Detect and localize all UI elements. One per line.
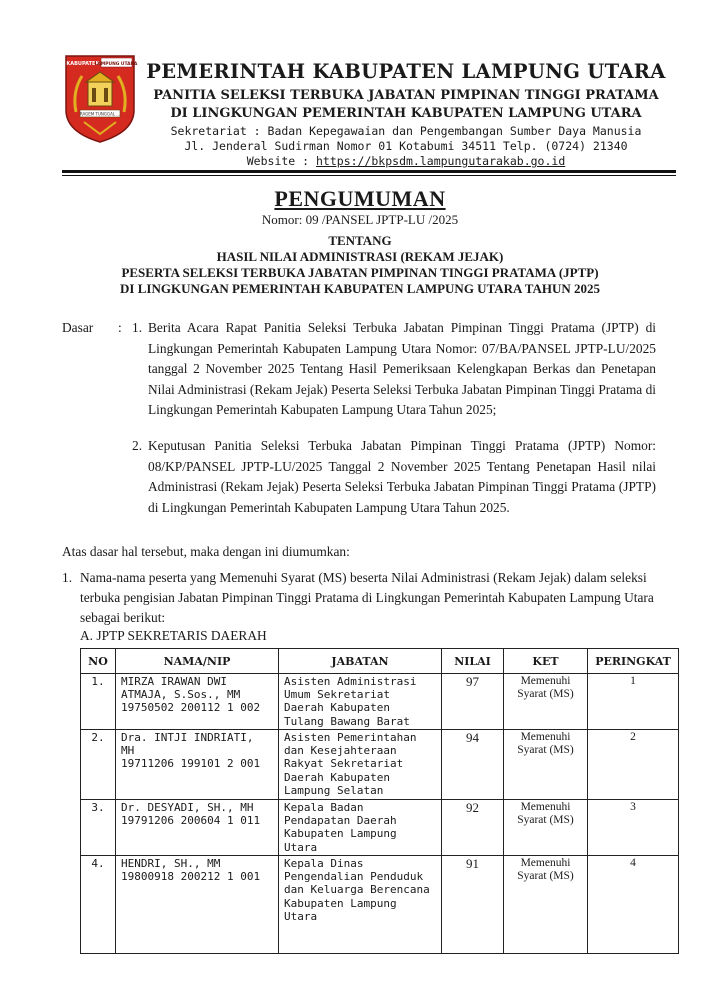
atas-dasar-text: Atas dasar hal tersebut, maka dengan ini diumumkan:	[62, 544, 350, 559]
col-header-no: NO	[81, 649, 116, 674]
cell-nama: Dr. DESYADI, SH., MH	[121, 801, 254, 814]
cell-nama-nip	[116, 856, 279, 954]
letterhead-line1: PEMERINTAH KABUPATEN LAMPUNG UTARA	[146, 60, 666, 83]
website-link[interactable]: https://bkpsdm.lampungutarakab.go.id	[316, 154, 566, 168]
letterhead-rule-thin	[62, 175, 676, 176]
table-header-row	[81, 649, 679, 674]
table-row	[81, 674, 679, 730]
col-header-nama: NAMA/NIP	[116, 649, 279, 674]
point1-number: 1.	[62, 570, 73, 585]
cell-ket: Memenuhi Syarat (MS)	[504, 800, 588, 856]
cell-ket: Memenuhi Syarat (MS)	[504, 730, 588, 800]
dasar-item-number: 2.	[132, 438, 143, 453]
cell-ket: Memenuhi Syarat (MS)	[504, 856, 588, 954]
letterhead-rule-thick	[62, 170, 676, 173]
subject-line3: DI LINGKUNGAN PEMERINTAH KABUPATEN LAMPUNG UTARA TAHUN 2025	[120, 281, 600, 296]
letterhead-address: Jl. Jenderal Sudirman Nomor 01 Kotabumi 34511 Telp. (0724) 21340	[184, 139, 628, 153]
cell-nama: Dra. INTJI INDRIATI, MH	[121, 731, 254, 758]
cell-nip: 19791206 200604 1 011	[121, 814, 261, 828]
table-row	[81, 730, 679, 800]
dasar-item-text: Keputusan Panitia Seleksi Terbuka Jabatan Pimpinan Tinggi Pratama (JPTP) Nomor: 08/KP/PANSEL JPTP-LU/2025 Tanggal 2 November 2025 Tentang Penetapan Hasil nilai Administrasi (Rekam Jejak) Peserta Seleksi Terbuka Jabatan Pimpinan Tinggi Pratama (JPTP) di Lingkungan Pemerintah Kabupaten Lampung Utara Tahun 2025.	[148, 438, 656, 515]
cell-peringkat: 1	[588, 674, 679, 730]
cell-nip: 19711206 199101 2 001	[121, 757, 261, 771]
section-a-title: A. JPTP SEKRETARIS DAERAH	[80, 628, 267, 643]
logo-text-right: LAMPUNG UTARA	[94, 62, 138, 67]
cell-peringkat: 2	[588, 730, 679, 800]
cell-jabatan: Kepala Dinas Pengendalian Penduduk dan Keluarga Berencana Kabupaten Lampung Utara	[279, 856, 442, 954]
cell-no: 2.	[81, 730, 116, 800]
cell-no: 3.	[81, 800, 116, 856]
website-label: Website :	[246, 154, 316, 168]
cell-no: 4.	[81, 856, 116, 954]
cell-nip: 19800918 200212 1 001	[121, 870, 261, 884]
cell-no: 1.	[81, 674, 116, 730]
logo-banner-text: RAGEM TUNGGAL ...	[79, 111, 121, 117]
cell-peringkat: 3	[588, 800, 679, 856]
results-table	[80, 648, 679, 954]
table-row	[81, 800, 679, 856]
letterhead-line2: PANITIA SELEKSI TERBUKA JABATAN PIMPINAN TINGGI PRATAMA	[153, 88, 659, 103]
cell-nip: 19750502 200112 1 002	[121, 701, 261, 715]
cell-nilai: 91	[442, 856, 504, 954]
cell-peringkat: 4	[588, 856, 679, 954]
announcement-number: Nomor: 09 /PANSEL JPTP-LU /2025	[261, 212, 459, 227]
col-header-peringkat: PERINGKAT	[588, 649, 679, 674]
cell-nilai: 97	[442, 674, 504, 730]
cell-nilai: 92	[442, 800, 504, 856]
cell-jabatan: Asisten Pemerintahan dan Kesejahteraan Rakyat Sekretariat Daerah Kabupaten Lampung Selatan	[279, 730, 442, 800]
dasar-colon: :	[118, 320, 122, 335]
col-header-jabatan: JABATAN	[279, 649, 442, 674]
letterhead-line3: DI LINGKUNGAN PEMERINTAH KABUPATEN LAMPUNG UTARA	[170, 106, 642, 121]
cell-jabatan: Asisten Administrasi Umum Sekretariat Daerah Kabupaten Tulang Bawang Barat	[279, 674, 442, 730]
dasar-item-number: 1.	[132, 320, 143, 335]
cell-nilai: 94	[442, 730, 504, 800]
cell-nama-nip	[116, 730, 279, 800]
table-row	[81, 856, 679, 954]
dasar-label: Dasar	[62, 320, 94, 335]
cell-nama: MIRZA IRAWAN DWI ATMAJA, S.Sos., MM	[121, 675, 241, 702]
col-header-ket: KET	[504, 649, 588, 674]
cell-nama-nip	[116, 674, 279, 730]
letterhead-secretariat: Sekretariat : Badan Kepegawaian dan Pengembangan Sumber Daya Manusia	[170, 124, 642, 138]
announcement-heading: PENGUMUMAN	[274, 186, 446, 211]
subject-line1: HASIL NILAI ADMINISTRASI (REKAM JEJAK)	[216, 249, 504, 264]
cell-nama-nip	[116, 800, 279, 856]
subject-line2: PESERTA SELEKSI TERBUKA JABATAN PIMPINAN TINGGI PRATAMA (JPTP)	[121, 265, 599, 280]
point1-text: Nama-nama peserta yang Memenuhi Syarat (MS) beserta Nilai Administrasi (Rekam Jejak) dalam seleksi terbuka pengisian Jabatan Pimpinan Tinggi Pratama di Lingkungan Pemerintah Kabupaten Lampung Utara sebagai berikut:	[80, 570, 654, 625]
logo-text-left: KABUPATEN	[66, 61, 100, 67]
cell-ket: Memenuhi Syarat (MS)	[504, 674, 588, 730]
col-header-nilai: NILAI	[442, 649, 504, 674]
tentang-label: TENTANG	[328, 233, 392, 248]
regency-emblem-logo	[62, 52, 138, 144]
cell-nama: HENDRI, SH., MM	[121, 857, 221, 870]
dasar-item-text: Berita Acara Rapat Panitia Seleksi Terbuka Jabatan Pimpinan Tinggi Pratama (JPTP) di Lingkungan Pemerintah Kabupaten Lampung Utara Nomor: 07/BA/PANSEL JPTP-LU/2025 tanggal 2 November 2025 Tentang Hasil Pemeriksaan Kelengkapan Berkas dan Penetapan Nilai Administrasi (Rekam Jejak) Peserta Seleksi Terbuka Jabatan Pimpinan Tinggi Pratama di Lingkungan Pemerintah Kabupaten Lampung Utara Tahun 2025;	[148, 320, 656, 417]
cell-jabatan: Kepala Badan Pendapatan Daerah Kabupaten Lampung Utara	[279, 800, 442, 856]
letterhead-website	[146, 154, 666, 168]
